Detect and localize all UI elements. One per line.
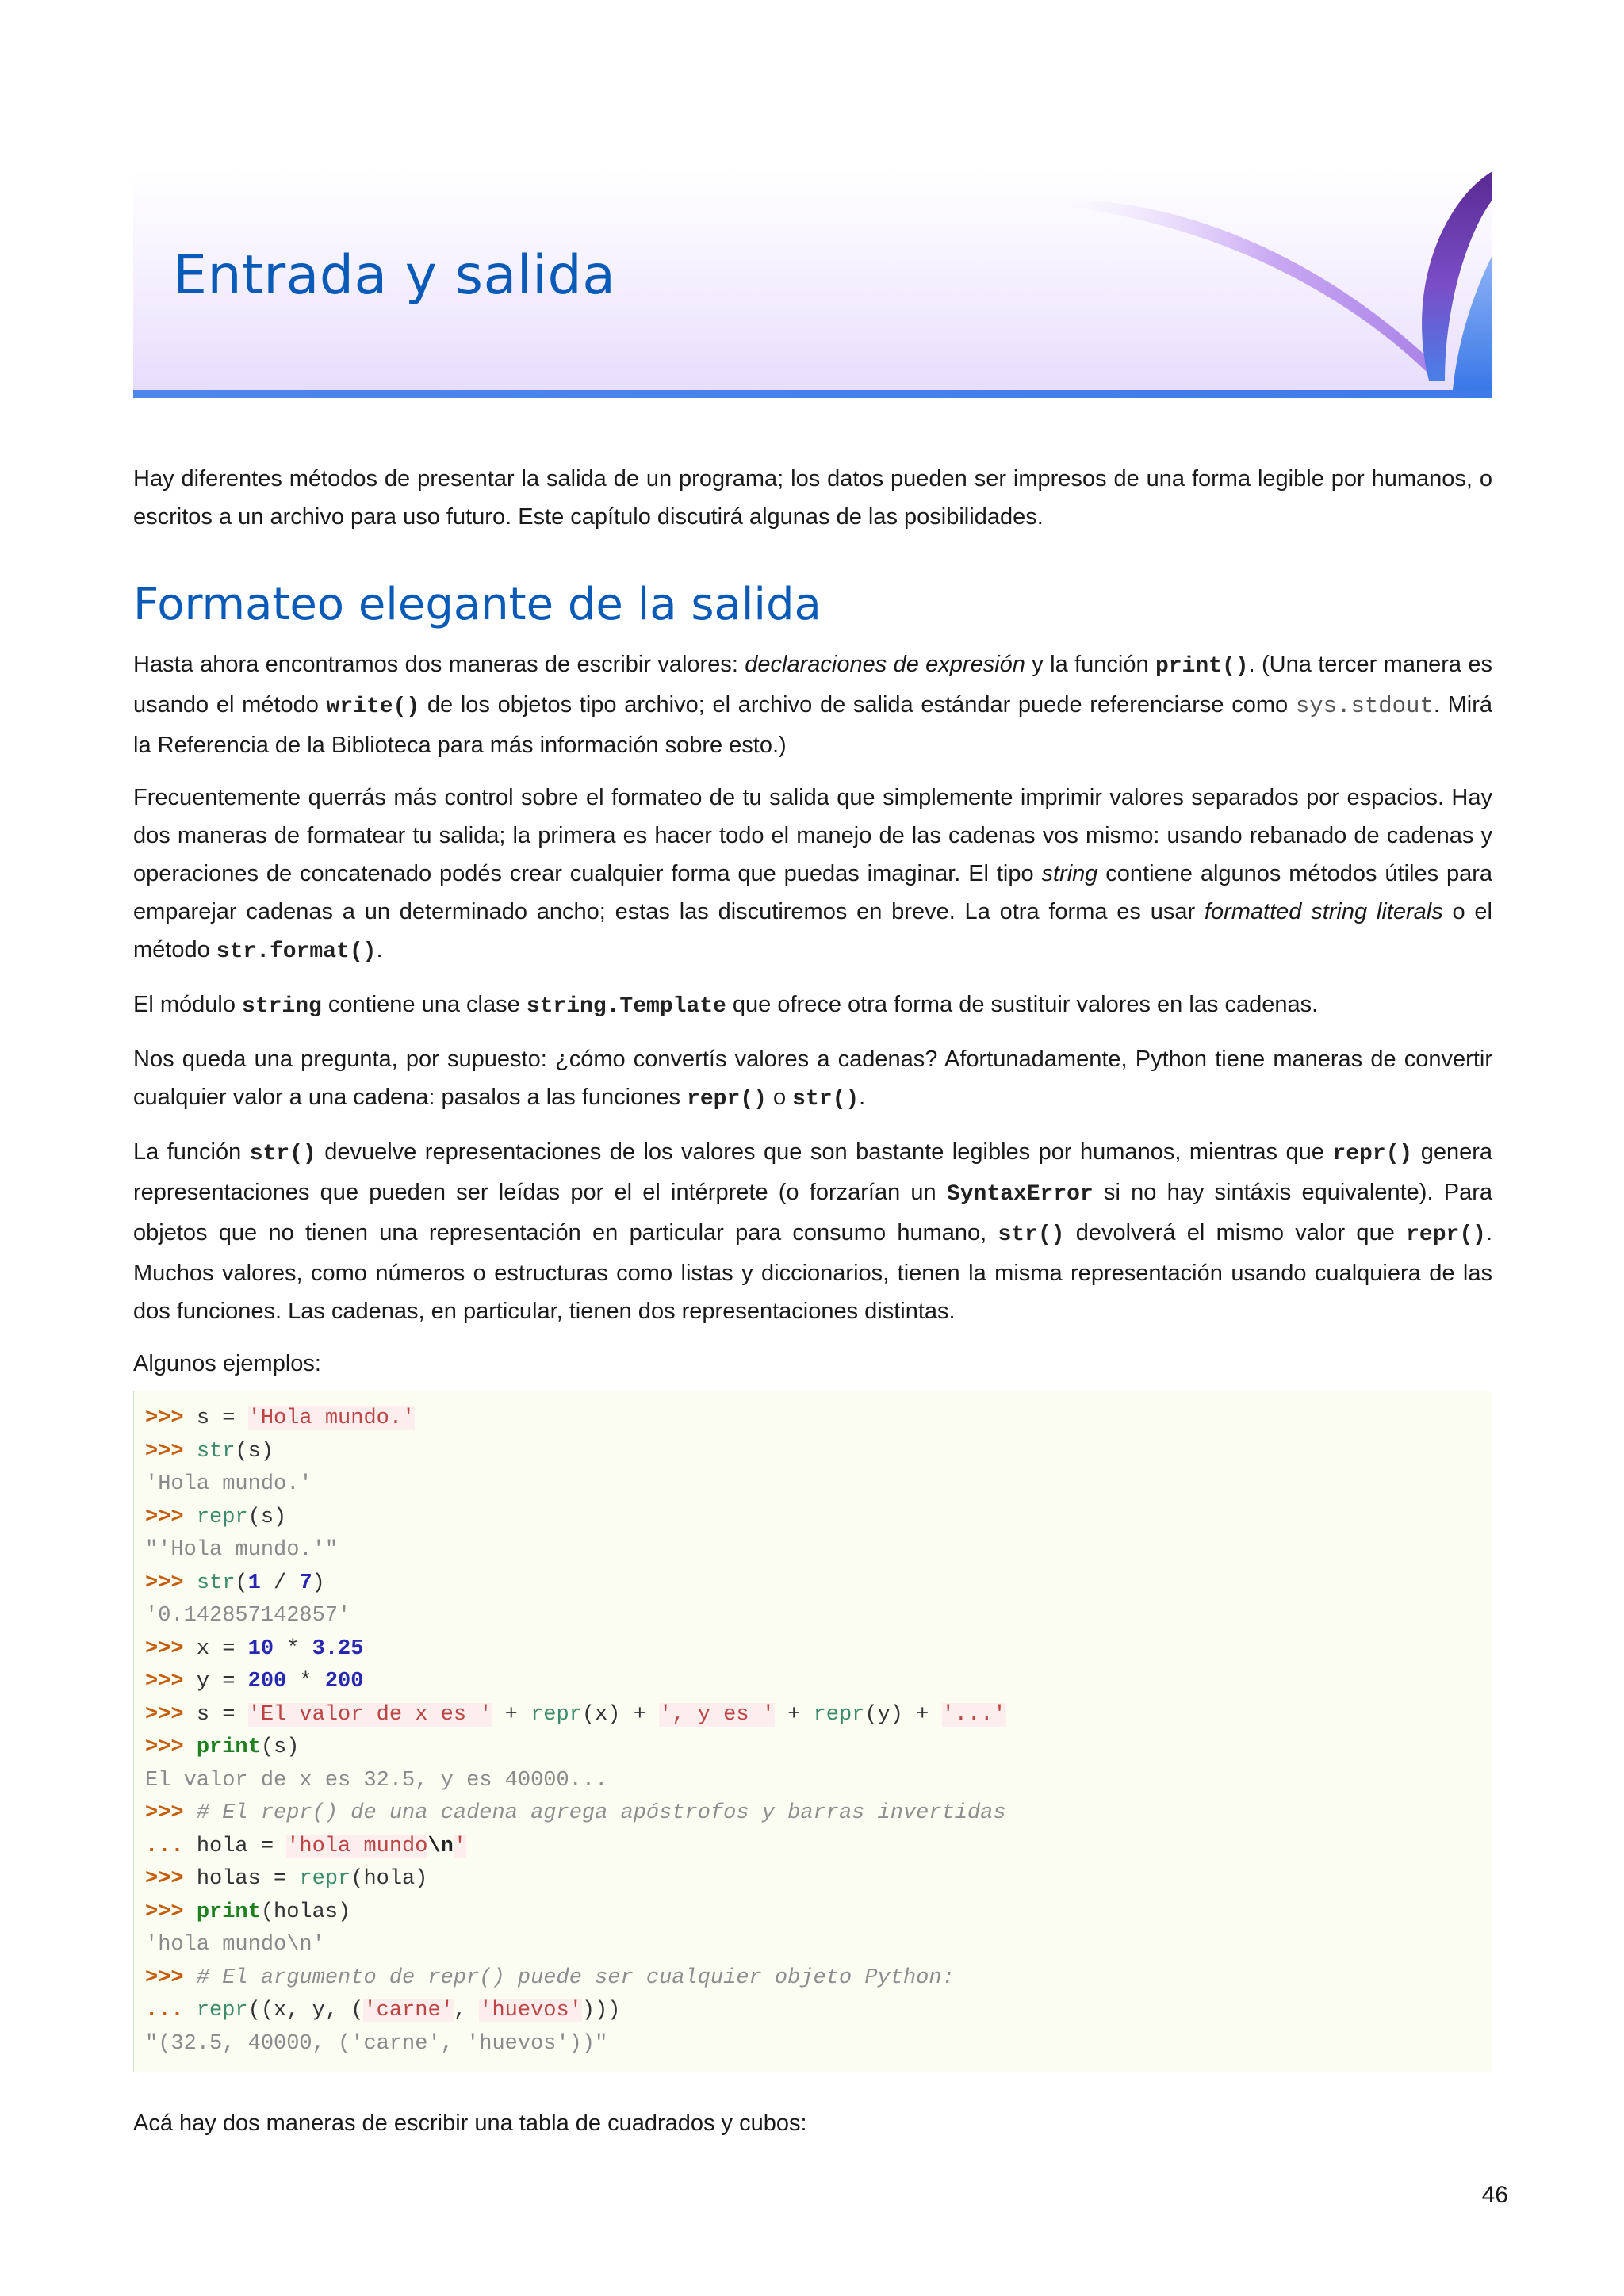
code-token: >>>: [145, 1735, 197, 1759]
code-token: 7: [299, 1571, 312, 1595]
text: que ofrece otra forma de sustituir valores en las cadenas.: [726, 992, 1319, 1017]
code-line: [145, 1633, 1480, 1667]
code-line: [145, 1765, 1480, 1798]
code-repr: repr(): [687, 1087, 767, 1112]
code-line: [145, 1962, 1480, 1996]
text: de los objetos tipo archivo; el archivo de salida estándar puede referenciarse como: [419, 692, 1296, 718]
code-token: >>>: [145, 1636, 197, 1661]
code-token: 'Hola mundo.': [247, 1406, 416, 1430]
code-line: [145, 1995, 1480, 2028]
code-token: >>>: [145, 1670, 197, 1693]
intro-paragraph: Hay diferentes métodos de presentar la salida de un programa; los datos pueden ser impresos de una forma legible por humanos, o escritos a un archivo para uso futuro. Este capítulo discutirá algunas de las posibilidades.: [133, 466, 1492, 530]
code-token: ))): [581, 1999, 621, 2022]
code-repr: repr(): [1406, 1223, 1486, 1247]
text: contiene una clase: [321, 992, 527, 1017]
code-token: (x) +: [581, 1702, 660, 1727]
code-token: (s): [260, 1735, 300, 1759]
code-token: x =: [196, 1636, 248, 1661]
page-title: Entrada y salida: [173, 244, 616, 307]
code-token: 1: [247, 1571, 261, 1595]
code-line: [145, 2028, 1480, 2061]
code-token: print: [196, 1900, 261, 1924]
code-token: str: [196, 1439, 236, 1464]
code-token: >>>: [145, 1801, 197, 1825]
chapter-banner: [133, 168, 1492, 398]
code-line: [145, 1534, 1480, 1567]
code-token: >>>: [145, 1702, 197, 1727]
code-token: (: [235, 1571, 248, 1595]
code-token: +: [774, 1702, 814, 1727]
emphasis: string: [1041, 861, 1098, 886]
code-token: (y) +: [864, 1702, 942, 1727]
code-token: hola =: [196, 1834, 287, 1858]
text: La función: [133, 1139, 250, 1165]
section-heading: Formateo elegante de la salida: [133, 579, 822, 630]
code-token: El valor de x es 32.5, y es 40000...: [145, 1768, 608, 1793]
code-token: 'huevos': [479, 1999, 582, 2022]
text: o: [766, 1085, 793, 1110]
code-token: (s): [235, 1439, 274, 1464]
text: Frecuentemente querrás más control sobre el formateo de tu salida que simplemente imprimir valores separados por espacios. Hay dos maneras de formatear tu salida; la primera es hacer todo el manejo de las cadenas vos mismo: usando rebanado de cadenas y operaciones de concatenado podés crear cualquier forma que puedas imaginar. El tipo: [133, 785, 1492, 886]
code-token: /: [260, 1571, 300, 1595]
code-sys-stdout: sys.stdout: [1295, 693, 1434, 719]
text: .: [859, 1085, 866, 1110]
code-token: 3.25: [312, 1636, 364, 1661]
code-syntaxerror: SyntaxError: [946, 1182, 1094, 1207]
code-token: ': [453, 1834, 467, 1858]
emphasis: declaraciones de expresión: [745, 652, 1025, 677]
text: si no hay sintáxis equivalente). Para objetos que no tienen una representación en particular para consumo humano,: [133, 1180, 1492, 1246]
main-content: [133, 460, 1492, 2156]
code-line: [145, 1600, 1480, 1633]
code-token: >>>: [145, 1406, 197, 1430]
code-line: [145, 1863, 1480, 1896]
banner-decoration: [1001, 168, 1492, 398]
code-token: >>>: [145, 1900, 197, 1924]
code-token: s =: [196, 1406, 248, 1430]
code-token: ,: [453, 1999, 480, 2022]
code-token: ...: [145, 1834, 197, 1858]
code-token: 200: [247, 1670, 287, 1693]
page-number: 46: [1481, 2182, 1508, 2208]
code-line: [145, 1468, 1480, 1502]
code-repr: repr(): [1332, 1142, 1413, 1166]
text: devolverá el mismo valor que: [1064, 1220, 1407, 1246]
text: El módulo: [133, 992, 243, 1017]
code-token: ', y es ': [659, 1702, 775, 1727]
code-string: string: [242, 994, 322, 1019]
paragraph-5: [133, 1133, 1492, 1330]
code-line: [145, 1666, 1480, 1699]
code-line: [145, 1567, 1480, 1601]
code-token: 10: [247, 1636, 274, 1661]
code-write: write(): [326, 695, 420, 719]
code-token: ((x, y, (: [247, 1999, 364, 2022]
code-str: str(): [249, 1142, 316, 1166]
text: contiene algunos métodos útiles para emparejar cadenas a un determinado ancho; estas las discutiremos en breve. La otra forma es usar: [133, 861, 1492, 924]
code-line: [145, 1797, 1480, 1831]
text: Nos queda una pregunta, por supuesto: ¿cómo convertís valores a cadenas? Afortunadamente, Python tiene maneras de convertir cualquier valor a una cadena: pasalos a las funciones: [133, 1047, 1492, 1110]
code-token: \n: [427, 1834, 454, 1858]
code-token: s =: [196, 1702, 248, 1727]
code-token: str: [196, 1571, 236, 1595]
code-token: "'Hola mundo.'": [145, 1538, 339, 1562]
code-token: 'carne': [363, 1999, 454, 2022]
code-token: >>>: [145, 1571, 197, 1595]
code-token: 'hola mundo\n': [145, 1933, 325, 1957]
code-token: (s): [247, 1505, 287, 1529]
text: . (Una tercer manera es usando el método: [133, 652, 1492, 718]
code-token: 'El valor de x es ': [247, 1702, 492, 1727]
text: devuelve representaciones de los valores que son bastante legibles por humanos, mientras que: [316, 1139, 1333, 1165]
code-token: >>>: [145, 1867, 197, 1891]
code-token: 'hola mundo: [286, 1834, 428, 1858]
code-token: 'Hola mundo.': [145, 1472, 312, 1496]
code-token: (holas): [260, 1900, 351, 1924]
paragraph-4: [133, 1040, 1492, 1119]
code-token: ...: [145, 1999, 197, 2022]
code-token: *: [274, 1636, 312, 1661]
code-line: [145, 1699, 1480, 1732]
text: . Muchos valores, como números o estructuras como listas y diccionarios, tienen la misma representación usando cualquiera de las dos funciones. Las cadenas, en particular, tienen dos representaciones distintas.: [133, 1220, 1492, 1324]
code-token: 200: [324, 1670, 364, 1693]
text: o el método: [133, 899, 1492, 962]
paragraph-2: [133, 779, 1492, 971]
code-token: y =: [196, 1670, 248, 1693]
emphasis: formatted string literals: [1204, 899, 1443, 924]
code-token: (hola): [350, 1867, 428, 1891]
code-example-block: [133, 1391, 1492, 2072]
text: .: [376, 937, 383, 962]
code-token: repr: [813, 1702, 865, 1727]
code-token: "(32.5, 40000, ('carne', 'huevos'))": [145, 2031, 608, 2056]
code-token: repr: [530, 1702, 582, 1727]
code-token: +: [492, 1702, 531, 1727]
code-print: print(): [1155, 654, 1249, 679]
code-line: [145, 1732, 1480, 1765]
code-line: [145, 1402, 1480, 1436]
code-line: [145, 1831, 1480, 1864]
code-token: '0.142857142857': [145, 1604, 351, 1628]
text: genera representaciones que pueden ser leídas por el el intérprete (o forzarían un: [133, 1139, 1493, 1205]
code-token: repr: [196, 1505, 248, 1529]
code-line: [145, 1436, 1480, 1469]
code-str: str(): [792, 1087, 860, 1112]
text: y la función: [1025, 652, 1155, 677]
code-listing: [145, 1402, 1480, 2061]
code-token: >>>: [145, 1505, 197, 1529]
code-line: [145, 1502, 1480, 1535]
code-token: *: [286, 1670, 325, 1693]
code-token: holas =: [196, 1867, 300, 1891]
code-str: str(): [998, 1223, 1065, 1247]
text: Hasta ahora encontramos dos maneras de escribir valores:: [133, 652, 745, 677]
code-line: [145, 1929, 1480, 1962]
paragraph-1: [133, 645, 1492, 764]
code-token: print: [196, 1735, 261, 1759]
paragraph-3: [133, 985, 1492, 1026]
examples-label: Algunos ejemplos:: [133, 1351, 321, 1376]
code-str-format: str.format(): [216, 939, 377, 964]
code-token: repr: [196, 1999, 248, 2022]
closing-paragraph: Acá hay dos maneras de escribir una tabla de cuadrados y cubos:: [133, 2110, 807, 2136]
code-token: ): [312, 1571, 325, 1595]
code-string-template: string.Template: [526, 994, 726, 1019]
code-token: '...': [941, 1702, 1006, 1727]
code-token: # El repr() de una cadena agrega apóstrofos y barras invertidas: [196, 1801, 1006, 1825]
banner-underline: [133, 390, 1492, 398]
code-line: [145, 1896, 1480, 1930]
code-token: >>>: [145, 1439, 197, 1464]
code-token: # El argumento de repr() puede ser cualquier objeto Python:: [196, 1965, 955, 1990]
code-token: >>>: [145, 1965, 197, 1990]
text: . Mirá la Referencia de la Biblioteca para más información sobre esto.): [133, 692, 1492, 758]
code-token: repr: [299, 1867, 351, 1891]
